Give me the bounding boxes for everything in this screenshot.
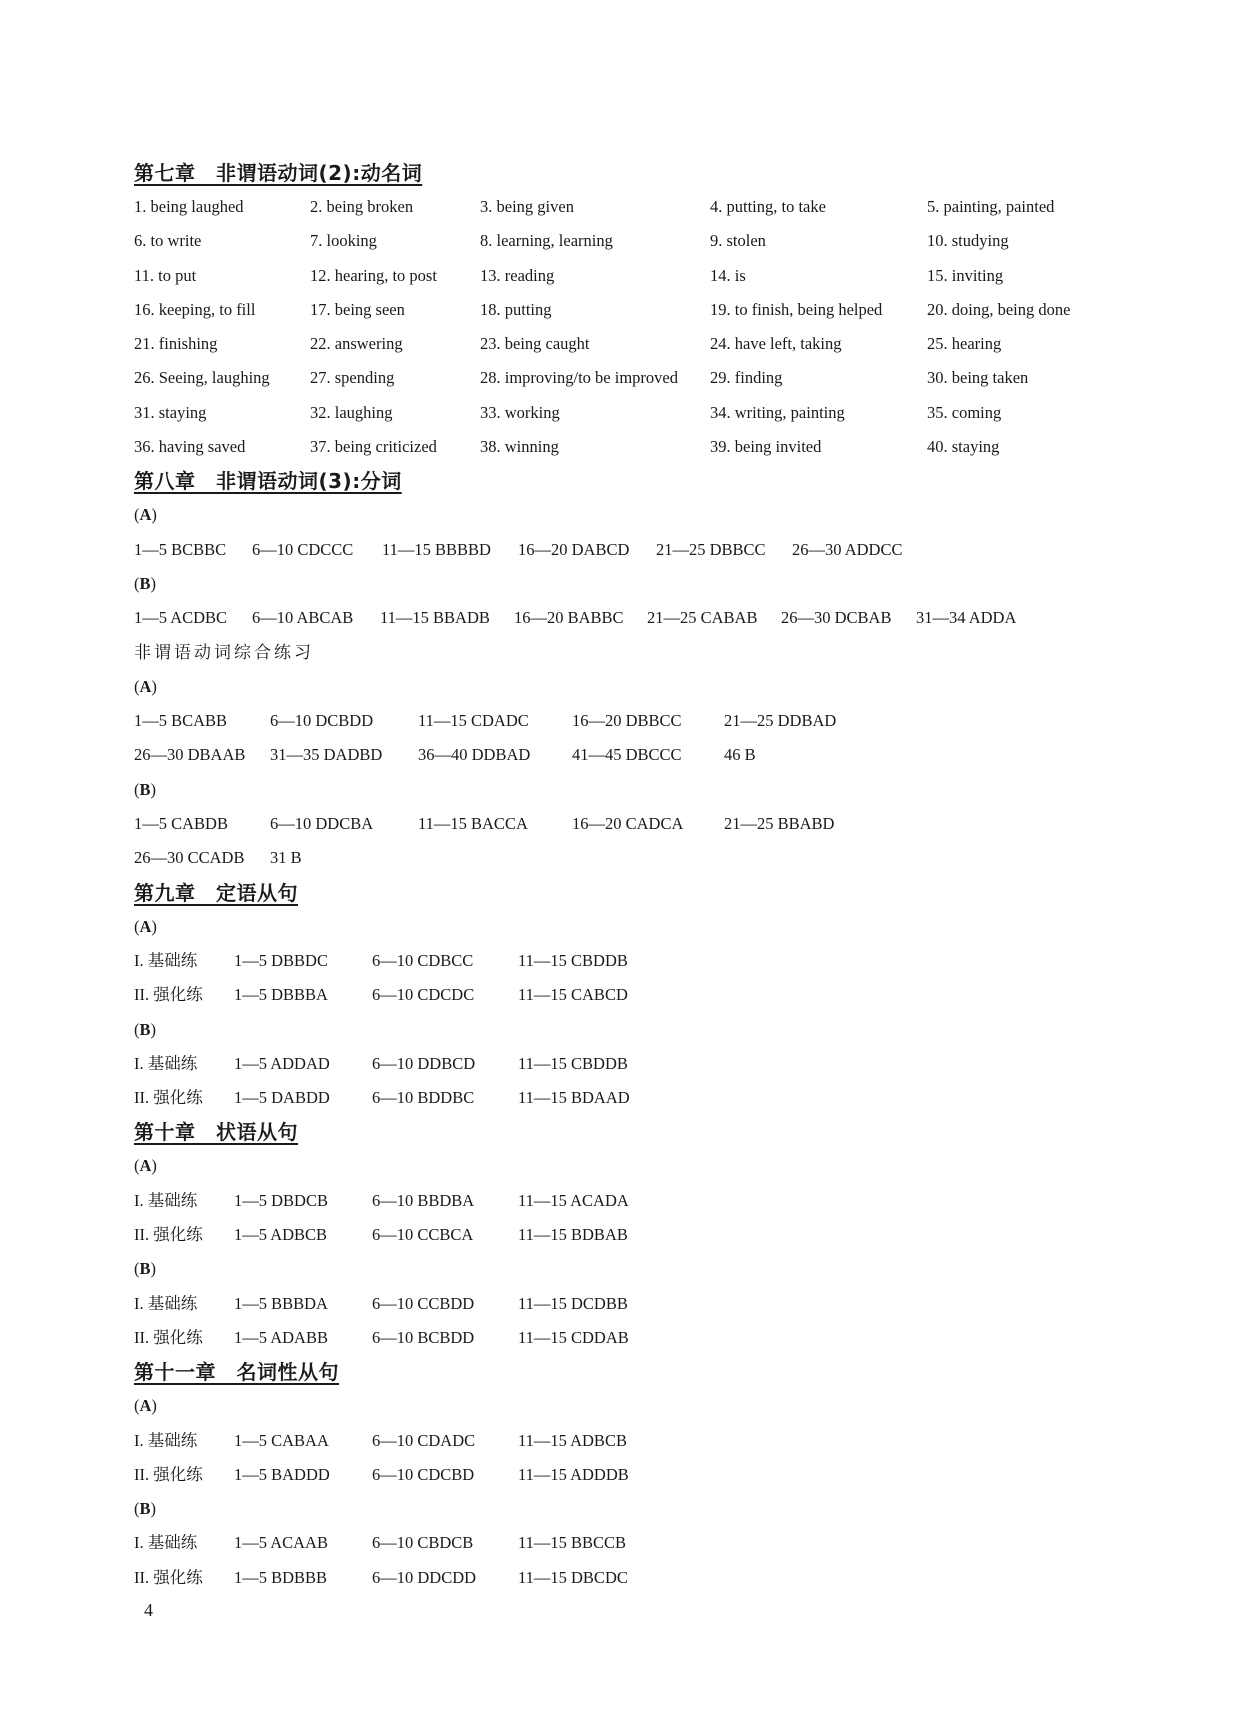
answer-item: 31. staying [134, 402, 207, 422]
exercise-type-label: I. 基础练 [134, 950, 198, 970]
answer-item: 16—20 BABBC [514, 608, 624, 628]
answer-item: 26—30 ADDCC [792, 539, 903, 559]
answer-row [134, 1218, 1134, 1252]
comprehensive-title: 非谓语动词综合练习 [134, 642, 314, 663]
section-label-b: (B) [134, 779, 157, 799]
chapter9-title: 第九章 定语从句 [134, 880, 298, 905]
answer-item: 6—10 CCBCA [372, 1225, 474, 1245]
section-label-a: (A) [134, 1156, 157, 1176]
answer-item: 31—34 ADDA [916, 608, 1017, 628]
answer-item: 11—15 BACCA [418, 814, 528, 834]
answer-item: 11—15 DCDBB [518, 1293, 628, 1313]
answer-item: 6—10 CDCDC [372, 985, 475, 1005]
exercise-type-label: I. 基础练 [134, 1293, 198, 1313]
chapter8-title: 第八章 非谓语动词(3):分词 [134, 469, 402, 494]
answer-item: 11—15 CBDDB [518, 1053, 628, 1073]
answer-item: 6—10 DDBCD [372, 1053, 476, 1073]
answer-item: 33. working [480, 402, 560, 422]
answer-item: 16—20 DBBCC [572, 711, 682, 731]
answer-item: 27. spending [310, 368, 395, 388]
answer-row [134, 1287, 1134, 1321]
answer-item: 23. being caught [480, 334, 590, 354]
answer-item: 1—5 ADDAD [234, 1053, 330, 1073]
exercise-type-label: II. 强化练 [134, 985, 203, 1005]
answer-item: 11—15 BBADB [380, 608, 490, 628]
answer-row [134, 807, 1134, 841]
answer-item: 1—5 CABDB [134, 814, 228, 834]
answer-row [134, 1047, 1134, 1081]
answer-item: 6—10 CDCCC [252, 539, 354, 559]
answer-item: 21—25 CABAB [647, 608, 758, 628]
exercise-type-label: II. 强化练 [134, 1225, 203, 1245]
answer-item: 26—30 CCADB [134, 848, 245, 868]
answer-item: 6—10 CDADC [372, 1430, 476, 1450]
answer-item: 14. is [710, 265, 746, 285]
answer-item: 8. learning, learning [480, 231, 613, 251]
answer-item: 11—15 CBDDB [518, 950, 628, 970]
answer-item: 40. staying [927, 437, 1000, 457]
answer-item: 11—15 CABCD [518, 985, 628, 1005]
answer-item: 6—10 BCBDD [372, 1327, 475, 1347]
answer-row [134, 190, 1134, 224]
answer-item: 1—5 ADABB [234, 1327, 328, 1347]
answer-item: 11—15 BDBAB [518, 1225, 628, 1245]
answer-item: 5. painting, painted [927, 197, 1055, 216]
answer-item: 21—25 BBABD [724, 814, 835, 834]
answer-row [134, 1526, 1134, 1560]
answer-row [134, 327, 1134, 361]
answer-item: 1—5 ACAAB [234, 1533, 328, 1553]
section-label-b: (B) [134, 1499, 157, 1519]
answer-item: 46 B [724, 745, 756, 765]
answer-item: 26—30 DCBAB [781, 608, 892, 628]
answer-row [134, 601, 1134, 635]
answer-item: 26. Seeing, laughing [134, 368, 270, 388]
answer-row [134, 361, 1134, 395]
chapter7-answer-grid [134, 190, 1134, 464]
answer-item: 1—5 DBBDC [234, 950, 328, 970]
answer-item: 28. improving/to be improved [480, 368, 678, 388]
answer-item: 32. laughing [310, 402, 393, 422]
answer-item: 11—15 CDDAB [518, 1327, 629, 1347]
answer-item: 1—5 CABAA [234, 1430, 329, 1450]
answer-item: 21. finishing [134, 334, 218, 354]
answer-item: 11—15 BBCCB [518, 1533, 627, 1553]
answer-item: 15. inviting [927, 265, 1004, 285]
answer-row [134, 1184, 1134, 1218]
answer-item: 41—45 DBCCC [572, 745, 682, 765]
section-label-a: (A) [134, 916, 157, 936]
answer-item: 6—10 BDDBC [372, 1088, 475, 1108]
answer-item: 16—20 CADCA [572, 814, 684, 834]
answer-item: 10. studying [927, 231, 1009, 251]
answer-item: 36. having saved [134, 437, 246, 457]
answer-item: 38. winning [480, 437, 559, 457]
answer-item: 17. being seen [310, 299, 405, 319]
answer-row [134, 259, 1134, 293]
answer-item: 12. hearing, to post [310, 265, 437, 285]
exercise-type-label: II. 强化练 [134, 1567, 203, 1587]
answer-item: 1—5 ACDBC [134, 608, 228, 628]
answer-row [134, 1458, 1134, 1492]
answer-row [134, 1561, 1134, 1595]
answer-item: 11—15 BBBBD [382, 539, 491, 559]
answer-item: 1—5 BCBBC [134, 539, 227, 559]
answer-item: 3. being given [480, 197, 574, 216]
exercise-type-label: I. 基础练 [134, 1190, 198, 1210]
answer-row [134, 944, 1134, 978]
section-label-b: (B) [134, 1259, 157, 1279]
answer-item: 6—10 CCBDD [372, 1293, 475, 1313]
exercise-type-label: II. 强化练 [134, 1327, 203, 1347]
answer-item: 11—15 ACADA [518, 1190, 629, 1210]
section-label-a: (A) [134, 505, 157, 525]
answer-item: 6—10 ABCAB [252, 608, 354, 628]
answer-item: 20. doing, being done [927, 299, 1071, 319]
answer-item: 11. to put [134, 265, 197, 285]
answer-row [134, 430, 1134, 464]
answer-item: 16—20 DABCD [518, 539, 630, 559]
section-label-b: (B) [134, 1019, 157, 1039]
answer-item: 11—15 BDAAD [518, 1088, 630, 1108]
answer-row [134, 224, 1134, 258]
answer-item: 11—15 ADDDB [518, 1464, 629, 1484]
answer-item: 1—5 DBDCB [234, 1190, 328, 1210]
answer-item: 34. writing, painting [710, 402, 845, 422]
answer-item: 31 B [270, 848, 302, 868]
answer-item: 39. being invited [710, 437, 822, 457]
answer-row [134, 293, 1134, 327]
answer-item: 4. putting, to take [710, 197, 826, 216]
answer-row [134, 704, 1134, 738]
answer-item: 18. putting [480, 299, 552, 319]
answer-item: 6—10 DDCDD [372, 1567, 477, 1587]
answer-row [134, 1081, 1134, 1115]
answer-item: 22. answering [310, 334, 403, 354]
answer-key-page [134, 158, 1134, 1595]
answer-item: 21—25 DBBCC [656, 539, 766, 559]
exercise-type-label: I. 基础练 [134, 1430, 198, 1450]
answer-item: 19. to finish, being helped [710, 299, 883, 319]
answer-item: 6. to write [134, 231, 202, 251]
answer-item: 21—25 DDBAD [724, 711, 837, 731]
answer-item: 7. looking [310, 231, 377, 251]
answer-item: 1—5 ADBCB [234, 1225, 328, 1245]
answer-item: 11—15 DBCDC [518, 1567, 628, 1587]
exercise-type-label: I. 基础练 [134, 1053, 198, 1073]
answer-row [134, 1424, 1134, 1458]
answer-item: 26—30 DBAAB [134, 745, 246, 765]
answer-row [134, 533, 1134, 567]
answer-item: 30. being taken [927, 368, 1029, 388]
answer-item: 11—15 ADBCB [518, 1430, 627, 1450]
chapter11-title: 第十一章 名词性从句 [134, 1360, 339, 1385]
answer-item: 16. keeping, to fill [134, 299, 256, 319]
answer-row [134, 396, 1134, 430]
answer-item: 6—10 CBDCB [372, 1533, 474, 1553]
answer-item: 6—10 BBDBA [372, 1190, 475, 1210]
section-label-b: (B) [134, 573, 157, 593]
answer-row [134, 841, 1134, 875]
answer-item: 13. reading [480, 265, 555, 285]
answer-item: 1—5 BADDD [234, 1464, 330, 1484]
answer-row [134, 738, 1134, 772]
answer-item: 29. finding [710, 368, 783, 388]
page-number: 4 [144, 1600, 153, 1620]
answer-item: 25. hearing [927, 334, 1002, 354]
answer-item: 1—5 BCABB [134, 711, 228, 731]
section-label-a: (A) [134, 1396, 157, 1416]
answer-item: 6—10 CDBCC [372, 950, 474, 970]
answer-item: 37. being criticized [310, 437, 437, 457]
answer-item: 11—15 CDADC [418, 711, 529, 731]
answer-item: 1—5 BBBDA [234, 1293, 328, 1313]
answer-item: 6—10 DCBDD [270, 711, 374, 731]
chapter7-title: 第七章 非谓语动词(2):动名词 [134, 161, 423, 185]
answer-item: 1—5 DABDD [234, 1088, 330, 1108]
answer-item: 31—35 DADBD [270, 745, 383, 765]
answer-row [134, 1321, 1134, 1355]
answer-item: 2. being broken [310, 197, 414, 216]
answer-item: 36—40 DDBAD [418, 745, 531, 765]
exercise-type-label: II. 强化练 [134, 1088, 203, 1108]
chapter10-title: 第十章 状语从句 [134, 1120, 298, 1145]
exercise-type-label: II. 强化练 [134, 1464, 203, 1484]
answer-item: 1—5 DBBBA [234, 985, 328, 1005]
section-label-a: (A) [134, 676, 157, 696]
exercise-type-label: I. 基础练 [134, 1533, 198, 1553]
answer-row [134, 978, 1134, 1012]
answer-item: 1. being laughed [134, 197, 244, 216]
answer-item: 1—5 BDBBB [234, 1567, 328, 1587]
answer-item: 35. coming [927, 402, 1002, 422]
answer-item: 6—10 CDCBD [372, 1464, 475, 1484]
answer-item: 6—10 DDCBA [270, 814, 374, 834]
answer-item: 24. have left, taking [710, 334, 842, 354]
answer-item: 9. stolen [710, 231, 766, 251]
